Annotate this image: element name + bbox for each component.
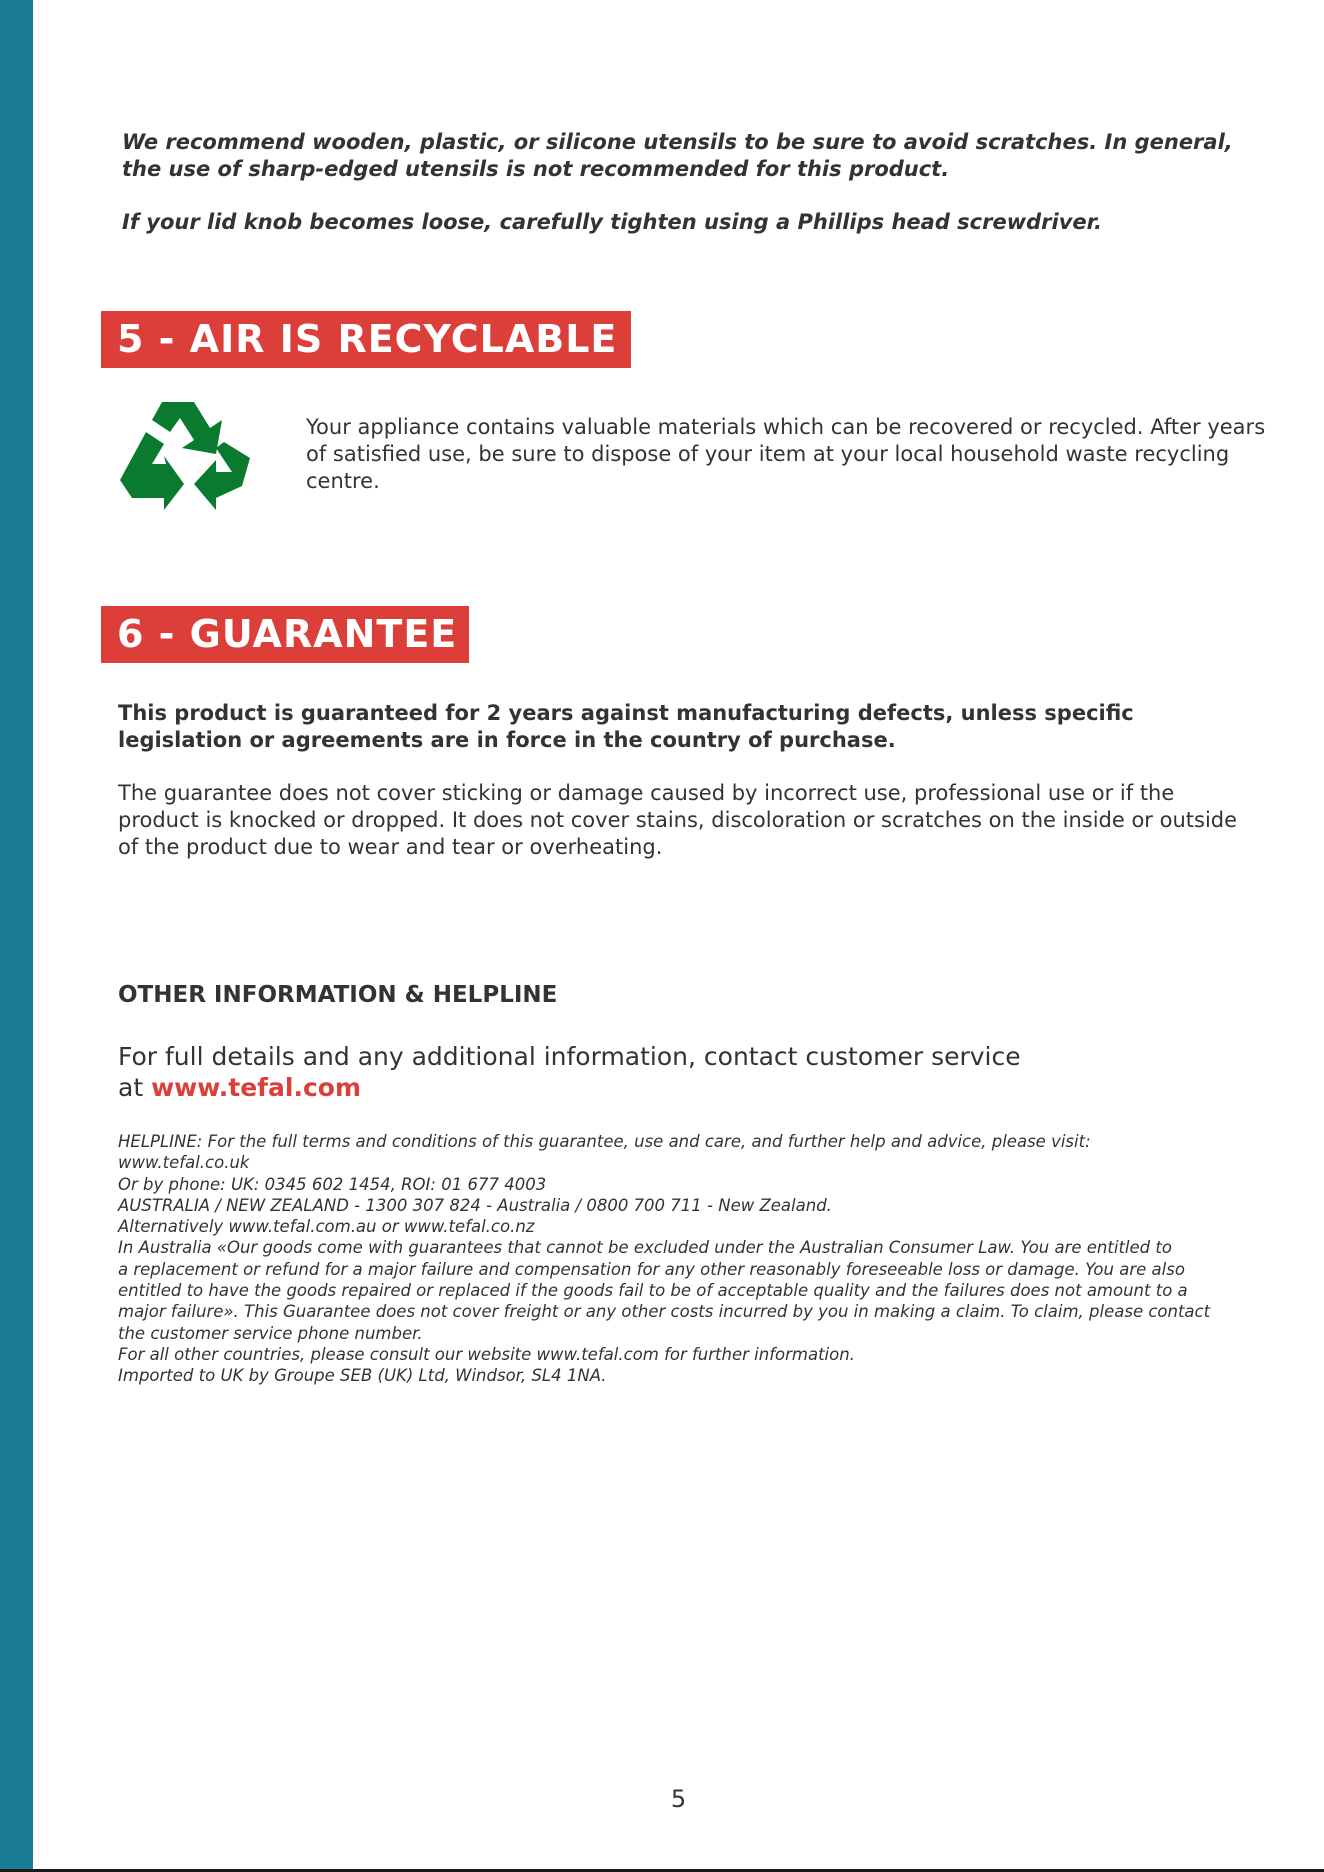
helpline-line: Or by phone: UK: 0345 602 1454, ROI: 01 677 4003 (118, 1174, 547, 1194)
guarantee-bold-text: This product is guaranteed for 2 years against manufacturing defects, unless specific legislation or agreements are in force in the country of purchase. (118, 701, 1134, 752)
tefal-website-link[interactable]: www.tefal.com (151, 1073, 362, 1102)
contact-prefix: at (118, 1073, 152, 1102)
helpline-line: HELPLINE: For the full terms and conditions of this guarantee, use and care, and further help and advice, please visit: (118, 1132, 1091, 1151)
helpline-line: www.tefal.co.uk (118, 1153, 250, 1173)
page-number: 5 (670, 1785, 687, 1813)
helpline-line: In Australia «Our goods come with guarantees that cannot be excluded under the Australian Consumer Law. You are entitled to (118, 1238, 1172, 1258)
helpline-line: major failure». This Guarantee does not cover freight or any other costs incurred by you in making a claim. To claim, please contact (118, 1302, 1211, 1322)
care-tip-lid-knob: If your lid knob becomes loose, carefully tighten using a Phillips head screwdriver. (122, 210, 1102, 234)
helpline-line: Alternatively www.tefal.com.au or www.tefal.co.nz (118, 1217, 535, 1237)
recycling-text: Your appliance contains valuable materials which can be recovered or recycled. After years of satisfied use, be sure to dispose of your item at your local household waste recycling centre. (306, 415, 1266, 493)
helpline-line: the customer service phone number. (118, 1323, 423, 1343)
contact-text (118, 1041, 1118, 1103)
side-color-bar (0, 0, 33, 1872)
helpline-line: entitled to have the goods repaired or replaced if the goods fail to be of acceptable quality and the failures does not amount to a (118, 1281, 1188, 1301)
helpline-details (118, 1131, 1268, 1387)
helpline-line: For all other countries, please consult our website www.tefal.com for further information. (118, 1344, 855, 1364)
contact-line-1: For full details and any additional information, contact customer service (118, 1042, 1021, 1071)
guarantee-text: The guarantee does not cover sticking or damage caused by incorrect use, professional use or if the product is knocked or dropped. It does not cover stains, discoloration or scratches on the inside or outside of the product due to wear and tear or overheating. (118, 781, 1238, 859)
section-5-heading: 5 - AIR IS RECYCLABLE (101, 311, 631, 368)
helpline-line: Imported to UK by Groupe SEB (UK) Ltd, Windsor, SL4 1NA. (118, 1366, 607, 1386)
recycle-icon (118, 398, 252, 518)
helpline-line: a replacement or refund for a major failure and compensation for any other reasonably foreseeable loss or damage. You are also (118, 1259, 1185, 1279)
other-info-heading: OTHER INFORMATION & HELPLINE (118, 982, 558, 1008)
care-tip-utensils: We recommend wooden, plastic, or silicone utensils to be sure to avoid scratches. In general, the use of sharp-edged utensils is not recommended for this product. (122, 130, 1233, 181)
section-6-heading: 6 - GUARANTEE (101, 606, 469, 663)
helpline-line: AUSTRALIA / NEW ZEALAND - 1300 307 824 - Australia / 0800 700 711 - New Zealand. (118, 1195, 832, 1215)
